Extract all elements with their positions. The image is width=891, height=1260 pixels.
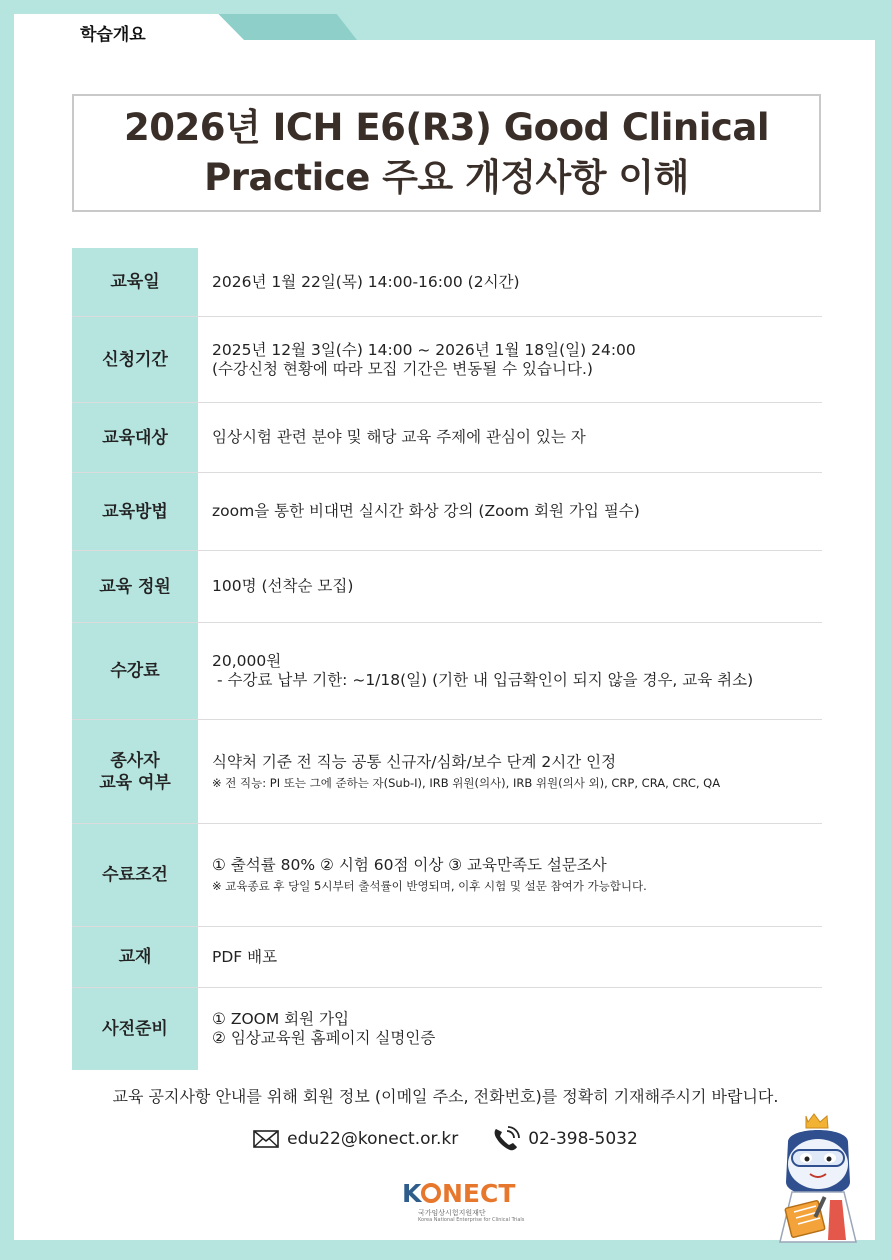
- row-value: [198, 403, 822, 472]
- row-text: ① 출석률 80% ② 시험 60점 이상 ③ 교육만족도 설문조사: [212, 856, 607, 874]
- row-text: ② 임상교육원 홈페이지 실명인증: [212, 1029, 436, 1047]
- contact-info: [0, 1126, 891, 1152]
- row-value: [198, 317, 822, 402]
- row-label: 수강료: [72, 623, 198, 719]
- envelope-icon: [253, 1129, 279, 1149]
- row-text: 20,000원: [212, 652, 282, 670]
- mascot-illustration: [770, 1112, 866, 1248]
- email-text: edu22@konect.or.kr: [287, 1129, 459, 1149]
- table-row-materials: [72, 927, 822, 988]
- row-text: 2026년 1월 22일(목) 14:00-16:00 (2시간): [212, 272, 520, 291]
- logo-subtitle: 국가임상시험지원재단: [418, 1209, 486, 1217]
- row-label: 교육대상: [72, 403, 198, 472]
- phone-text: 02-398-5032: [528, 1129, 638, 1149]
- row-text: ① ZOOM 회원 가입: [212, 1010, 349, 1028]
- row-note: ※ 교육종료 후 당일 5시부터 출석률이 반영되며, 이후 시험 및 설문 참여가 가능합니다.: [212, 879, 647, 893]
- svg-text:K: K: [402, 1179, 422, 1208]
- table-row-worker-education: [72, 720, 822, 824]
- row-label: 사전준비: [72, 988, 198, 1070]
- row-value: [198, 720, 822, 823]
- row-text: 임상시험 관련 분야 및 해당 교육 주제에 관심이 있는 자: [212, 428, 586, 446]
- row-value: [198, 623, 822, 719]
- table-row-method: [72, 473, 822, 551]
- row-text: - 수강료 납부 기한: ~1/18(일) (기한 내 입금확인이 되지 않을 경우, 교육 취소): [217, 671, 754, 689]
- table-row-target: [72, 403, 822, 473]
- email-contact[interactable]: [253, 1129, 458, 1149]
- row-value: [198, 824, 822, 926]
- row-value: [198, 988, 822, 1070]
- row-value: [198, 551, 822, 622]
- row-label: [72, 720, 198, 823]
- row-text: PDF 배포: [212, 947, 278, 966]
- svg-text:NECT: NECT: [442, 1179, 516, 1208]
- row-value: [198, 927, 822, 987]
- table-row-preparation: [72, 988, 822, 1070]
- row-text: (수강신청 현황에 따라 모집 기간은 변동될 수 있습니다.): [212, 359, 593, 378]
- row-note: ※ 전 직능: PI 또는 그에 준하는 자(Sub-I), IRB 위원(의사), IRB 위원(의사 외), CRP, CRA, CRC, QA: [212, 775, 721, 790]
- page-title-line2: Practice 주요 개정사항 이해: [204, 156, 689, 199]
- logo-subtitle-en: Korea National Enterprise for Clinical Trials: [418, 1217, 525, 1223]
- table-row-application-period: [72, 317, 822, 403]
- row-label: 교육방법: [72, 473, 198, 550]
- row-value: [198, 248, 822, 316]
- phone-contact[interactable]: [492, 1126, 638, 1152]
- phone-icon: [492, 1126, 520, 1152]
- row-label: 교육일: [72, 248, 198, 316]
- row-label: 수료조건: [72, 824, 198, 926]
- table-row-completion: [72, 824, 822, 927]
- info-table: [72, 248, 822, 1070]
- logo-mark: [400, 1178, 530, 1208]
- title-box: [72, 94, 821, 212]
- row-label: 교재: [72, 927, 198, 987]
- row-label: 교육 정원: [72, 551, 198, 622]
- row-label-line: 교육 여부: [99, 772, 171, 793]
- row-value: [198, 473, 822, 550]
- table-row-date: [72, 248, 822, 317]
- table-row-capacity: [72, 551, 822, 623]
- konect-logo: [400, 1178, 530, 1228]
- row-text: 식약처 기준 전 직능 공통 신규자/심화/보수 단계 2시간 인정: [212, 752, 617, 771]
- row-text: 2025년 12월 3일(수) 14:00 ~ 2026년 1월 18일(일) 24:00: [212, 340, 636, 359]
- table-row-fee: [72, 623, 822, 720]
- row-label-line: 종사자: [110, 750, 160, 771]
- row-text: 100명 (선착순 모집): [212, 577, 354, 595]
- row-text: zoom을 통한 비대면 실시간 화상 강의 (Zoom 회원 가입 필수): [212, 502, 640, 520]
- page-title-line1: 2026년 ICH E6(R3) Good Clinical: [123, 106, 770, 149]
- notice-text: 교육 공지사항 안내를 위해 회원 정보 (이메일 주소, 전화번호)를 정확히 기재해주시기 바랍니다.: [112, 1087, 779, 1106]
- section-tab-label: 학습개요: [80, 25, 146, 45]
- row-label: 신청기간: [72, 317, 198, 402]
